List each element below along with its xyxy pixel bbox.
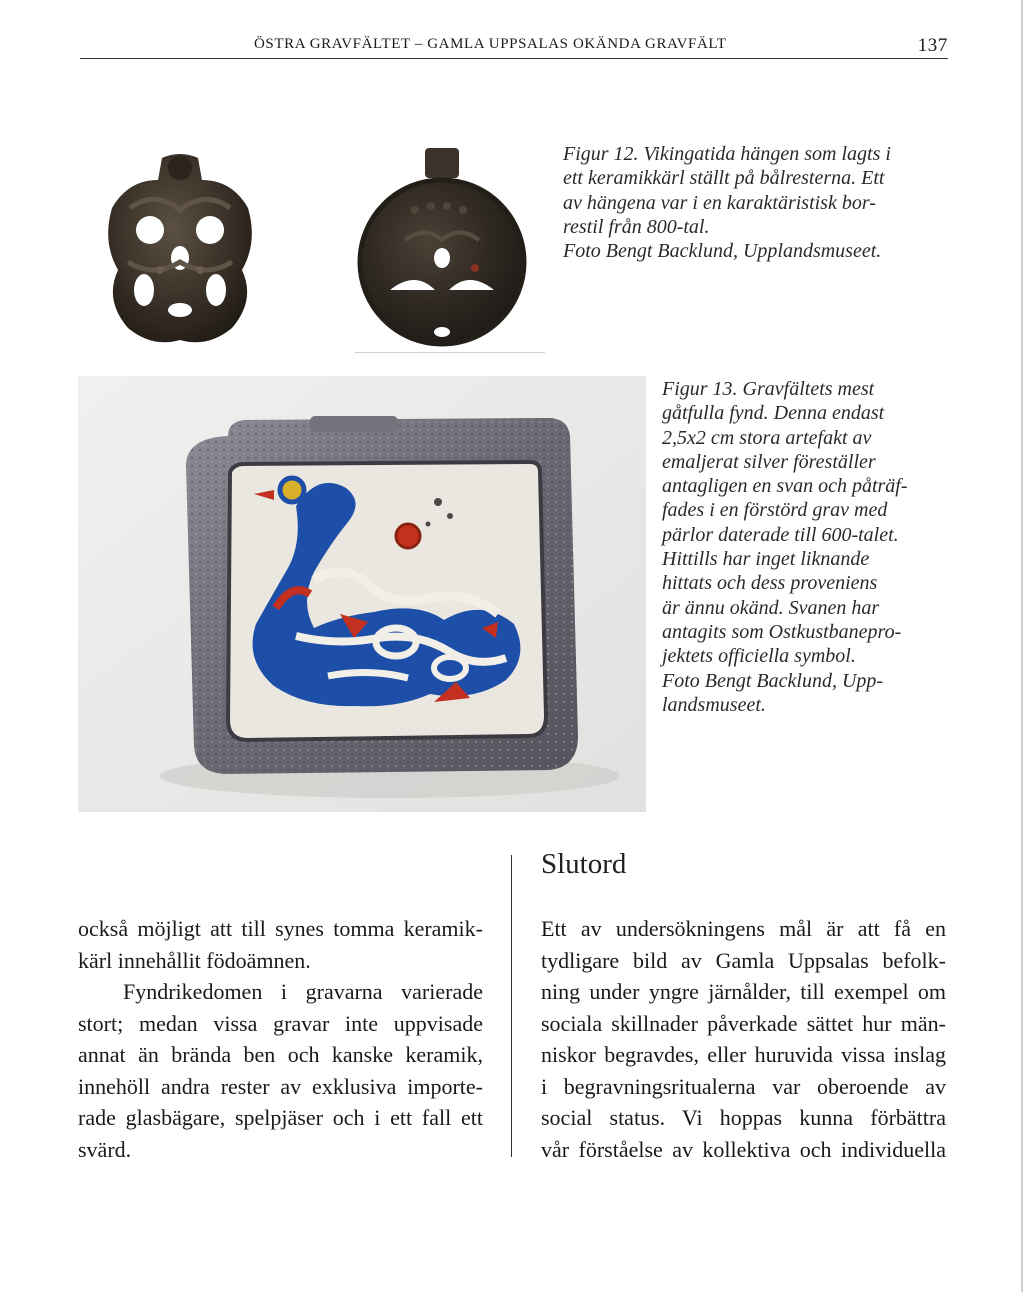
body-line: sociala skillnader påverkade sättet hur män- [541,1010,946,1036]
section-heading: Slutord [541,848,627,880]
round-pendant-image [355,140,530,355]
scan-edge [1021,0,1023,1292]
caption-line: Foto Bengt Backlund, Upp- [662,669,884,692]
caption-line: emaljerat silver föreställer [662,450,876,473]
body-line: i begravningsritualerna var oberoende av [541,1073,946,1099]
body-line: Fyndrikedomen i gravarna varierade [123,979,483,1004]
figure-12-baseline [355,352,545,353]
page-number: 137 [917,35,948,56]
column-divider [511,855,512,1157]
body-line: innehöll andra rester av exklusiva importe- [78,1073,483,1099]
body-line: stort; medan vissa gravar inte uppvisade [78,1010,483,1036]
header-rule [80,58,948,59]
caption-line: hittats och dess proveniens [662,572,878,595]
caption-line: gåtfulla fynd. Denna endast [662,402,885,425]
body-line: ning under yngre järnålder, till exempel om [541,979,946,1004]
figure-13-caption [662,377,922,717]
body-line: annat än brända ben och kanske keramik, [78,1042,483,1067]
caption-line: landsmuseet. [662,693,766,716]
right-column-text [541,913,946,1165]
body-line: niskor begravdes, eller huruvida vissa inslag [541,1042,946,1067]
caption-line: är ännu okänd. Svanen har [662,596,880,619]
caption-line: restil från 800-tal. [563,215,710,238]
enamel-swan-image [78,376,646,812]
figure-12-image [100,140,540,355]
body-line: kärl innehållit födoämnen. [78,947,311,973]
body-line: vår förståelse av kollektiva och individuella [541,1136,946,1162]
caption-line: fades i en förstörd grav med [662,499,888,522]
openwork-pendant-image [100,150,260,350]
caption-line: av hängena var i en karaktäristisk bor- [563,191,876,214]
body-line: Ett av undersökningens mål är att få en [541,916,946,941]
caption-line: antagits som Ostkustbanepro- [662,620,902,643]
body-line: tydligare bild av Gamla Uppsalas befolk- [541,947,946,973]
caption-line: Hittills har inget liknande [662,548,870,571]
running-header [80,36,948,56]
caption-line: 2,5x2 cm stora artefakt av [662,426,872,449]
caption-line: ett keramikkärl ställt på bålresterna. Ett [563,167,885,190]
left-column-text [78,913,483,1165]
figure-13-photo [78,376,646,812]
caption-line: Figur 13. Gravfältets mest [662,378,875,400]
running-title: ÖSTRA GRAVFÄLTET – GAMLA UPPSALAS OKÄNDA GRAVFÄLT [254,36,727,52]
caption-line: pärlor daterade till 600-talet. [662,523,899,546]
caption-line: Foto Bengt Backlund, Upplandsmuseet. [563,240,882,263]
body-line: svärd. [78,1136,132,1162]
body-line: rade glasbägare, spelpjäser och i ett fall ett [78,1105,483,1130]
body-line: också möjligt att till synes tomma keramik- [78,916,483,941]
body-line: social status. Vi hoppas kunna förbättra [541,1105,946,1130]
caption-line: antagligen en svan och påträf- [662,475,908,498]
figure-12-caption [563,142,893,263]
caption-line: Figur 12. Vikingatida hängen som lagts i [563,143,891,165]
caption-line: jektets officiella symbol. [662,645,856,668]
